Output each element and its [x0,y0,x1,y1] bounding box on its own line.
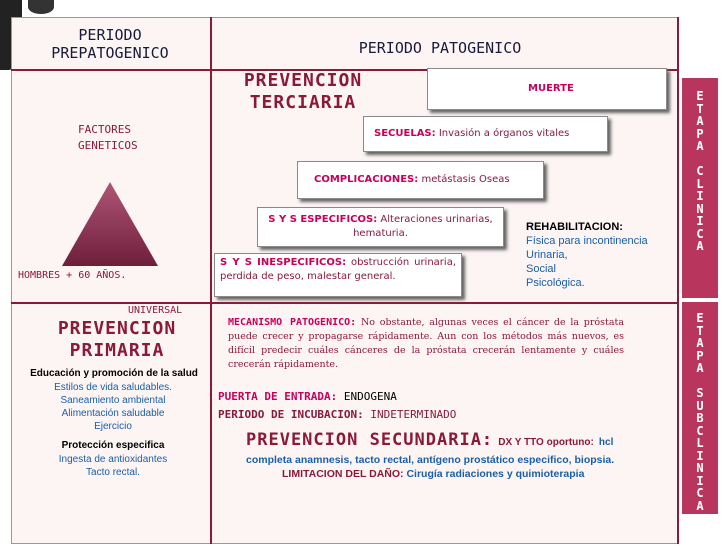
muerte-box [427,68,667,110]
puerta-value: ENDOGENA [343,390,397,403]
limitacion-row [282,468,584,480]
header-prepatogenico: PERIODO PREPATOGENICO [51,26,169,62]
complicaciones-box [297,161,544,199]
proteccion-title: Protección especifica [61,440,165,451]
prevencion-secundaria-title: PREVENCION SECUNDARIA: [246,430,494,450]
right-divider [677,17,679,544]
secuelas-box [363,116,608,152]
limitacion-value: Cirugía radiaciones y quimioterapia [406,468,585,480]
list-item: Social [526,263,556,275]
complicaciones-label: COMPLICACIONES: [314,174,419,185]
list-item: Ingesta de antioxidantes [58,454,168,465]
prevencion-secundaria-row [246,430,613,450]
sys-inespecificos-text: obstrucción urinaria, perdida de peso, malestar general. [220,257,456,282]
educacion-title: Educación y promoción de la salud [30,368,198,379]
header-patogenico: PERIODO PATOGENICO [358,39,522,57]
etapa-clinica-label [682,90,718,290]
rehabilitacion-block [526,220,676,290]
incubacion-label: PERIODO DE INCUBACION: [218,408,364,421]
sys-inespecificos-box [214,253,462,297]
triangle-icon [60,180,160,268]
periodo-incubacion [218,408,456,421]
sys-especificos-box [257,207,504,247]
sys-especificos-text: Alteraciones urinarias, hematuria. [353,214,493,239]
factores-geneticos: FACTORES GENETICOS [78,123,138,152]
list-item: Estilos de vida saludables. [54,382,172,393]
mecanismo-label: MECANISMO PATOGENICO: [228,317,357,328]
etapa-clinica-text: E​T​A​P​A C​L​I​N​I​C​A [696,89,704,253]
etapa-subclinica-text: E​T​A​P​A S​U​B​C​L​I​N​I​C​A [696,311,704,513]
secuelas-text: Invasión a órganos vitales [438,128,570,139]
prevencion-primaria-title: PREVENCION PRIMARIA [57,318,177,361]
estilos-list [18,381,208,433]
limitacion-label: LIMITACION DEL DAÑO: [282,468,404,480]
mecanismo-block [228,316,624,372]
dx-value: hcl [598,437,614,448]
etapa-subclinica-label [682,312,718,512]
puerta-label: PUERTA DE ENTRADA: [218,390,338,403]
incubacion-value: INDETERMINADO [370,408,457,421]
list-item: Saneamiento ambiental [60,395,166,406]
list-item: Tacto rectal. [86,467,140,478]
list-item: Ejercicio [94,421,132,432]
rehabilitacion-title: REHABILITACION: [526,221,623,233]
proteccion-list [18,453,208,479]
sys-especificos-label: S Y S ESPECIFICOS: [268,214,378,225]
dx-line2: completa anamnesis, tacto rectal, antígeno prostático especifico, biopsia. [246,454,615,466]
puerta-entrada [218,390,397,403]
prevencion-terciaria-title: PREVENCION TERCIARIA [243,70,363,113]
column-divider [210,17,212,544]
universal-label: UNIVERSAL [128,305,183,316]
mecanismo-text: No obstante, algunas veces el cáncer de la próstata puede crecer y propagarse rápidamente. Aun con los métodos más nuevos, es difícil predecir cuáles cánceres de la próstata crecerán lentamente y cuáles crecerán rápidamente. [228,317,624,370]
list-item: Física para incontinencia Urinaria, [526,235,648,261]
hombres-60-label: HOMBRES + 60 AÑOS. [18,270,127,281]
list-item: Psicológica. [526,277,585,289]
muerte-label: MUERTE [528,83,574,94]
complicaciones-text: metástasis Oseas [421,174,510,185]
corner-decoration-top [28,0,54,14]
dx-label: DX Y TTO oportuno: [498,437,594,448]
list-item: Alimentación saludable [61,408,165,419]
middle-divider [11,302,679,304]
sys-inespecificos-label: S Y S INESPECIFICOS: [220,257,347,268]
secuelas-label: SECUELAS: [374,128,436,139]
